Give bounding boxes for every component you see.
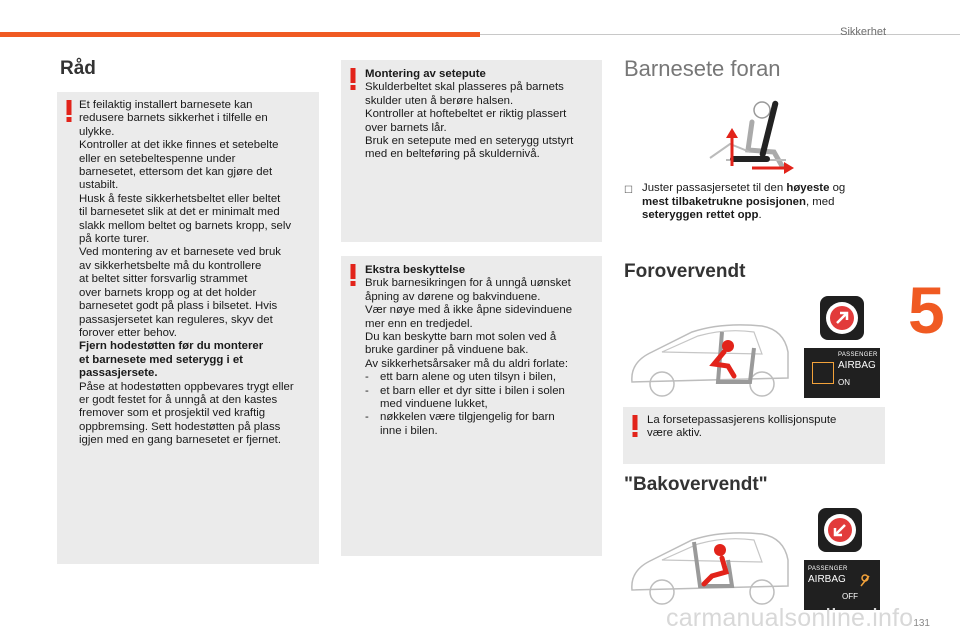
list-item-text: et barn eller et dyr sitte i bilen i solen med vinduene lukket, bbox=[380, 384, 565, 411]
raad-paragraph-1: Et feilaktig installert barnesete kan redusere barnets sikkerhet i tilfelle en ulykke. Kontroller at det ikke finnes et setebelte eller en setebeltespenne under barnesetet, ettersom det kan gjøre det ustabilt. Husk å feste sikkerhetsbeltet eller beltet til barnesetet slik at det er minimalt med slakk mellom beltet og barnets kropp, selv på korte turer. Ved montering av et barnesete ved bruk av sikkerhetsbelte må du kontrollere at beltet sitter forsvarlig strammet over barnets kropp og at det holder barnesetet godt på plass i bilsetet. Hvis passasjersetet kan reguleres, skyv det forover etter behov. bbox=[79, 99, 292, 339]
forward-arrow-icon bbox=[830, 306, 854, 330]
airbag-state: ON bbox=[838, 378, 850, 387]
rear-facing-car-illustration bbox=[622, 520, 792, 610]
warning-icon bbox=[349, 264, 357, 286]
raad-box bbox=[57, 92, 319, 564]
ekstra-text bbox=[365, 264, 599, 438]
airbag-label: AIRBAG bbox=[808, 574, 846, 585]
list-item-text: nøkkelen være tilgjengelig for barn inne i bilen. bbox=[380, 411, 555, 437]
airbag-off-symbol-icon bbox=[858, 572, 876, 590]
bakovervendt-heading: "Bakovervendt" bbox=[624, 474, 768, 495]
child-seat-warning-label bbox=[820, 296, 864, 340]
seat-instruction bbox=[624, 182, 884, 223]
raad-text bbox=[79, 99, 315, 448]
chapter-number: 5 bbox=[908, 273, 945, 347]
warning-icon bbox=[349, 68, 357, 90]
airbag-passenger-label: PASSENGER bbox=[808, 566, 848, 572]
instruction-bullet-icon: ☐ bbox=[624, 185, 633, 196]
ekstra-list bbox=[365, 371, 599, 438]
rear-arrow-icon bbox=[828, 518, 852, 542]
airbag-passenger-label: PASSENGER bbox=[838, 352, 878, 358]
header-accent-bar bbox=[0, 32, 480, 37]
chapter-tab bbox=[902, 270, 960, 350]
airbag-state: OFF bbox=[842, 592, 858, 601]
warning-icon bbox=[65, 100, 73, 122]
seat-instruction-text: Juster passasjersetet til den høyeste og mest tilbaketrukne posisjonen, med seteryggen rettet opp. bbox=[642, 182, 846, 222]
montering-body: Skulderbeltet skal plasseres på barnets skulder uten å berøre halsen. Kontroller at hoftebeltet er riktig plassert over barnets lår. Bruk en setepute med en seterygg utstyrt med en belteføring på skuldernivå. bbox=[365, 81, 574, 161]
airbag-note-text bbox=[647, 414, 877, 441]
list-item: - et barn eller et dyr sitte i bilen i solen med vinduene lukket, bbox=[365, 385, 599, 412]
airbag-note: La forsetepassasjerens kollisjonspute være aktiv. bbox=[647, 414, 837, 440]
ekstra-title: Ekstra beskyttelse bbox=[365, 264, 466, 276]
page-number: 131 bbox=[913, 618, 930, 629]
section-title: Sikkerhet bbox=[840, 26, 886, 38]
warning-icon bbox=[631, 415, 639, 437]
list-item-text: ett barn alene og uten tilsyn i bilen, bbox=[380, 371, 557, 384]
list-item: - ett barn alene og uten tilsyn i bilen, bbox=[365, 371, 599, 384]
barnesete-heading: Barnesete foran bbox=[624, 56, 781, 81]
montering-box bbox=[341, 60, 602, 242]
header-rule bbox=[480, 34, 960, 35]
forward-facing-car-illustration bbox=[622, 312, 792, 402]
montering-text bbox=[365, 68, 599, 162]
ekstra-box bbox=[341, 256, 602, 556]
list-item: - nøkkelen være tilgjengelig for barn inne i bilen. bbox=[365, 411, 599, 438]
airbag-label: AIRBAG bbox=[838, 360, 876, 371]
ekstra-body: Bruk barnesikringen for å unngå uønsket åpning av dørene og bakvinduene. Vær nøye med å ikke åpne sidevinduene mer enn en tredjedel. Du kan beskytte barn mot solen ved å bruke gardiner på vinduene bak. Av sikkerhetsårsaker må du aldri forlate: bbox=[365, 277, 573, 370]
child-seat-warning-label bbox=[818, 508, 862, 552]
seat-adjustment-illustration bbox=[690, 96, 800, 176]
airbag-note-box bbox=[623, 407, 885, 464]
airbag-indicator-off bbox=[804, 560, 880, 610]
airbag-indicator-on bbox=[804, 348, 880, 398]
watermark: carmanualsonline.info bbox=[666, 604, 914, 632]
airbag-off-symbol-icon bbox=[812, 362, 834, 384]
raad-bold-instruction: Fjern hodestøtten før du monterer et barnesete med seterygg i et passasjersete. bbox=[79, 340, 264, 380]
raad-heading: Råd bbox=[60, 58, 96, 79]
raad-paragraph-2: Påse at hodestøtten oppbevares trygt eller er godt festet for å unngå at den kastes fremover som et prosjektil ved kraftig oppbremsing. Sett hodestøtten på plass igjen med en gang barnesetet er fjernet. bbox=[79, 380, 294, 447]
forovervendt-heading: Forovervendt bbox=[624, 261, 746, 282]
montering-title: Montering av setepute bbox=[365, 68, 486, 80]
